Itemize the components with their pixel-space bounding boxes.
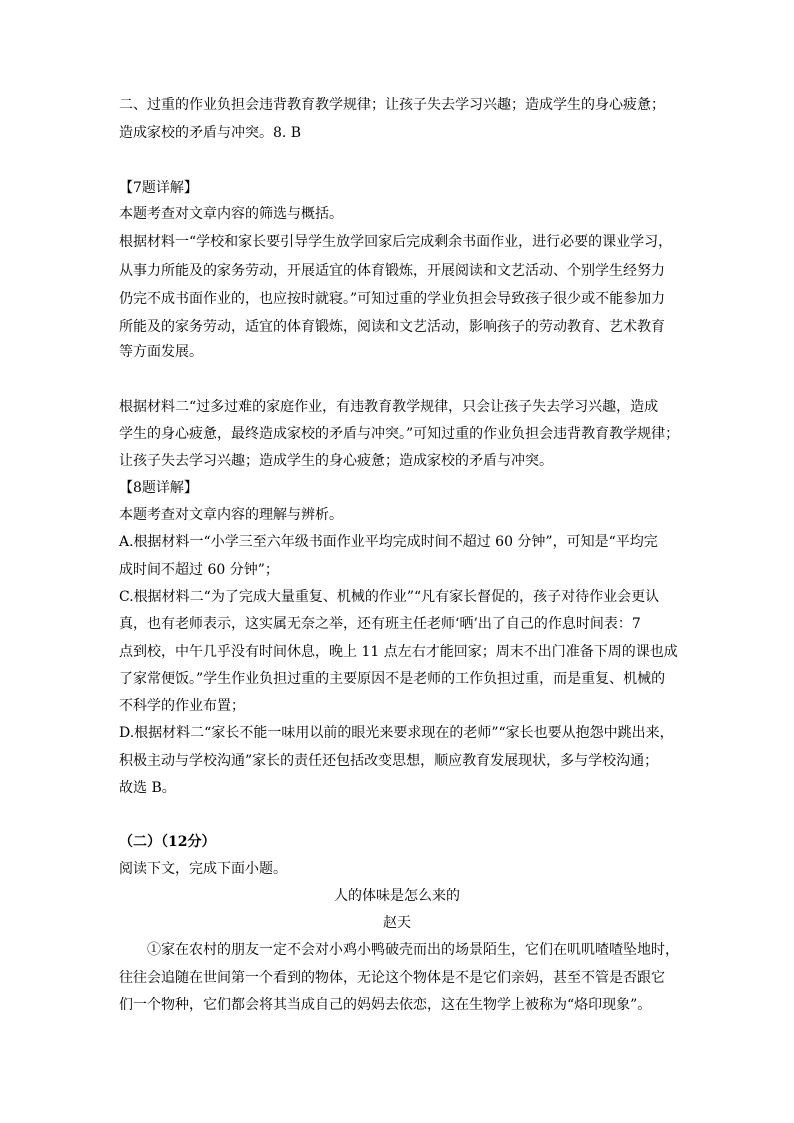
- q8-line-7: 不科学的作业布置；: [119, 698, 245, 714]
- section2-instruction: 阅读下文，完成下面小题。: [119, 861, 287, 877]
- q7-heading: 【7题详解】: [119, 180, 198, 196]
- q8-line-9: 积极主动与学校沟通”家长的责任还包括改变思想，顺应教育发展现状，多与学校沟通；: [119, 753, 659, 769]
- q7-p2-line-2: 学生的身心疲惫，最终造成家校的矛盾与冲突。”可知过重的作业负担会违背教育教学规律；: [119, 426, 680, 442]
- q8-heading: 【8题详解】: [119, 480, 198, 496]
- answer-line-1: 二、过重的作业负担会违背教育教学规律；让孩子失去学习兴趣；造成学生的身心疲惫；: [119, 97, 665, 113]
- q7-p1-line-2: 从事力所能及的家务劳动，开展适宜的体育锻炼，开展阅读和文艺活动、个别学生经努力: [119, 263, 665, 279]
- article-para1-line-2: 往往会追随在世间第一个看到的物体，无论这个物体是不是它们亲妈，甚至不管是否跟它: [119, 970, 665, 986]
- q8-line-4: 真，也有老师表示，这实属无奈之举，还有班主任老师‘晒’出了自己的作息时间表：7: [119, 616, 641, 632]
- answer-line-2: 造成家校的矛盾与冲突。8. B: [119, 125, 302, 141]
- article-title: 人的体味是怎么来的: [334, 888, 460, 904]
- q7-p2-line-3: 让孩子失去学习兴趣；造成学生的身心疲惫；造成家校的矛盾与冲突。: [119, 453, 553, 469]
- article-para1-line-1: ①家在农村的朋友一定不会对小鸡小鸭破壳而出的场景陌生，它们在叽叽喳喳坠地时，: [147, 942, 679, 958]
- q7-p1-line-4: 所能及的家务劳动，适宜的体育锻炼，阅读和文艺活动，影响孩子的劳动教育、艺术教育: [119, 319, 665, 335]
- q8-line-2: 成时间不超过 60 分钟”；: [119, 562, 279, 578]
- section2-heading: （二）（12分）: [119, 834, 216, 850]
- q8-intro: 本题考查对文章内容的理解与辨析。: [119, 507, 343, 523]
- article-author: 赵天: [383, 915, 411, 931]
- q8-line-8: D.根据材料二“家长不能一味用以前的眼光来要求现在的老师”“家长也要从抱怨中跳出来，: [119, 725, 674, 741]
- q7-p1-line-1: 根据材料一“学校和家长要引导学生放学回家后完成剩余书面作业，进行必要的课业学习，: [119, 234, 673, 250]
- article-para1-line-3: 们一个物种，它们都会将其当成自己的妈妈去依恋，这在生物学上被称为“烙印现象”。: [119, 997, 652, 1013]
- q7-p2-line-1: 根据材料二“过多过难的家庭作业，有违教育教学规律，只会让孩子失去学习兴趣，造成: [119, 399, 659, 415]
- q8-line-3: C.根据材料二“为了完成大量重复、机械的作业”“凡有家长督促的，孩子对待作业会更认: [119, 589, 660, 605]
- q7-p1-line-3: 仍完不成书面作业的，也应按时就寝。”可知过重的学业负担会导致孩子很少或不能参加力: [119, 291, 666, 307]
- q8-line-10: 故选 B。: [119, 780, 176, 796]
- q7-intro: 本题考查对文章内容的筛选与概括。: [119, 206, 343, 222]
- q8-line-1: A.根据材料一“小学三至六年级书面作业平均完成时间不超过 60 分钟”，可知是“平均完: [119, 534, 658, 550]
- q8-line-6: 了家常便饭。”学生作业负担过重的主要原因不是老师的工作负担过重，而是重复、机械的: [119, 671, 666, 687]
- q8-line-5: 点到校，中午几乎没有时间休息，晚上 11 点左右才能回家；周末不出门准备下周的课也成: [119, 644, 678, 660]
- q7-p1-line-5: 等方面发展。: [119, 344, 203, 360]
